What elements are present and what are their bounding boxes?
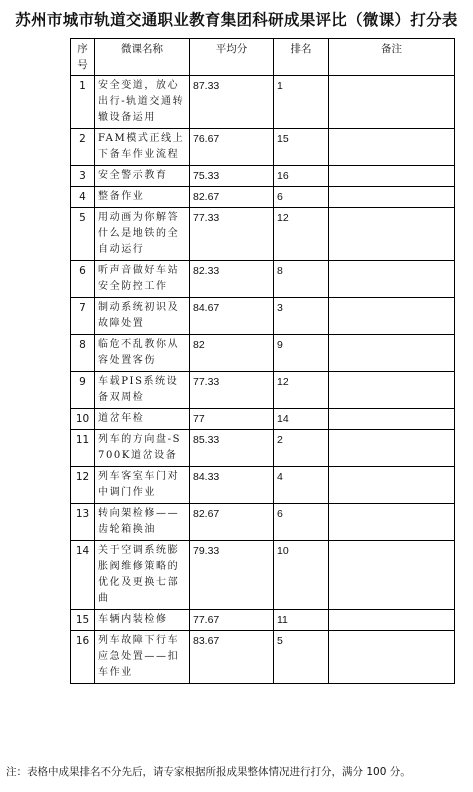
cell-name: 车辆内装检修 [95, 610, 190, 631]
cell-name: 车载PIS系统设备双周检 [95, 372, 190, 409]
cell-remark [329, 208, 455, 261]
cell-rank: 6 [274, 187, 329, 208]
cell-name: 整备作业 [95, 187, 190, 208]
cell-remark [329, 298, 455, 335]
table-row [71, 467, 455, 504]
header-avg: 平均分 [190, 39, 274, 76]
cell-rank: 3 [274, 298, 329, 335]
table-row [71, 372, 455, 409]
cell-name: 安全变道，放心出行-轨道交通转辙设备运用 [95, 76, 190, 129]
cell-remark [329, 467, 455, 504]
cell-name: 听声音做好车站安全防控工作 [95, 261, 190, 298]
cell-name: 转向架检修——齿轮箱换油 [95, 504, 190, 541]
cell-rank: 15 [274, 129, 329, 166]
table-row [71, 409, 455, 430]
table-row [71, 430, 455, 467]
cell-average-score: 82.67 [190, 187, 274, 208]
cell-remark [329, 610, 455, 631]
header-rank: 排名 [274, 39, 329, 76]
cell-average-score: 77.33 [190, 372, 274, 409]
cell-rank: 10 [274, 541, 329, 610]
cell-rank: 12 [274, 208, 329, 261]
cell-seq: 14 [71, 541, 95, 610]
cell-average-score: 76.67 [190, 129, 274, 166]
cell-average-score: 77.67 [190, 610, 274, 631]
cell-name: 列车的方向盘-S700K道岔设备 [95, 430, 190, 467]
cell-average-score: 79.33 [190, 541, 274, 610]
cell-average-score: 84.67 [190, 298, 274, 335]
table-row [71, 208, 455, 261]
cell-seq: 16 [71, 631, 95, 684]
cell-remark [329, 631, 455, 684]
cell-average-score: 77 [190, 409, 274, 430]
cell-remark [329, 76, 455, 129]
table-row [71, 298, 455, 335]
cell-seq: 10 [71, 409, 95, 430]
cell-average-score: 75.33 [190, 166, 274, 187]
cell-rank: 9 [274, 335, 329, 372]
cell-rank: 14 [274, 409, 329, 430]
table-row [71, 166, 455, 187]
cell-remark [329, 335, 455, 372]
cell-average-score: 77.33 [190, 208, 274, 261]
cell-remark [329, 504, 455, 541]
cell-name: FAM模式正线上下备车作业流程 [95, 129, 190, 166]
cell-rank: 1 [274, 76, 329, 129]
cell-seq: 1 [71, 76, 95, 129]
cell-remark [329, 430, 455, 467]
cell-seq: 15 [71, 610, 95, 631]
table-row [71, 187, 455, 208]
cell-remark [329, 372, 455, 409]
table-row [71, 541, 455, 610]
cell-name: 关于空调系统膨胀阀维修策略的优化及更换七部曲 [95, 541, 190, 610]
cell-average-score: 83.67 [190, 631, 274, 684]
cell-seq: 7 [71, 298, 95, 335]
table-row [71, 610, 455, 631]
cell-rank: 2 [274, 430, 329, 467]
cell-rank: 5 [274, 631, 329, 684]
cell-rank: 12 [274, 372, 329, 409]
cell-average-score: 84.33 [190, 467, 274, 504]
table-row [71, 76, 455, 129]
page-title: 苏州市城市轨道交通职业教育集团科研成果评比（微课）打分表 [15, 11, 458, 29]
cell-rank: 4 [274, 467, 329, 504]
cell-seq: 3 [71, 166, 95, 187]
cell-seq: 8 [71, 335, 95, 372]
cell-average-score: 82.67 [190, 504, 274, 541]
cell-seq: 11 [71, 430, 95, 467]
cell-seq: 13 [71, 504, 95, 541]
cell-seq: 2 [71, 129, 95, 166]
cell-rank: 16 [274, 166, 329, 187]
table-row [71, 504, 455, 541]
cell-name: 安全警示教育 [95, 166, 190, 187]
table-row [71, 335, 455, 372]
score-table [70, 38, 455, 684]
cell-seq: 5 [71, 208, 95, 261]
cell-remark [329, 541, 455, 610]
cell-seq: 6 [71, 261, 95, 298]
cell-rank: 11 [274, 610, 329, 631]
cell-average-score: 82.33 [190, 261, 274, 298]
cell-name: 道岔年检 [95, 409, 190, 430]
cell-average-score: 87.33 [190, 76, 274, 129]
cell-name: 列车客室车门对中调门作业 [95, 467, 190, 504]
cell-remark [329, 129, 455, 166]
cell-seq: 12 [71, 467, 95, 504]
cell-seq: 9 [71, 372, 95, 409]
cell-average-score: 82 [190, 335, 274, 372]
header-seq: 序号 [71, 39, 95, 76]
cell-name: 制动系统初识及故障处置 [95, 298, 190, 335]
table-body [71, 76, 455, 684]
table-row [71, 631, 455, 684]
cell-remark [329, 409, 455, 430]
table-header-row [71, 39, 455, 76]
cell-rank: 6 [274, 504, 329, 541]
table-row [71, 129, 455, 166]
cell-remark [329, 166, 455, 187]
cell-name: 用动画为你解答什么是地铁的全自动运行 [95, 208, 190, 261]
cell-remark [329, 261, 455, 298]
cell-name: 列车故障下行车应急处置——扣车作业 [95, 631, 190, 684]
cell-average-score: 85.33 [190, 430, 274, 467]
cell-remark [329, 187, 455, 208]
table-row [71, 261, 455, 298]
cell-name: 临危不乱教你从容处置客伤 [95, 335, 190, 372]
footnote: 注：表格中成果排名不分先后，请专家根据所报成果整体情况进行打分，满分 100 分。 [6, 766, 411, 778]
cell-seq: 4 [71, 187, 95, 208]
header-name: 微课名称 [95, 39, 190, 76]
cell-rank: 8 [274, 261, 329, 298]
header-remark: 备注 [329, 39, 455, 76]
